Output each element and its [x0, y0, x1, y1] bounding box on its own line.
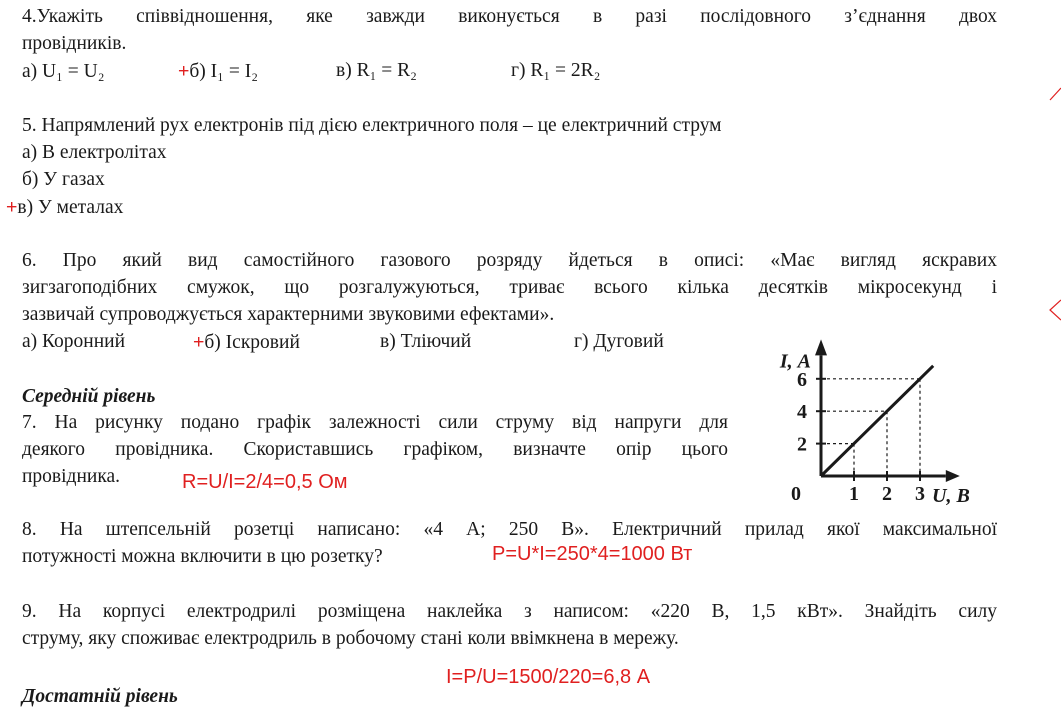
edge-mark-icon [1047, 292, 1061, 332]
q5-option-b: б) У газах [22, 169, 105, 190]
data-series-line [821, 366, 933, 476]
x-tick-label: 3 [915, 483, 925, 505]
q6-text-line-3: зазвичай супроводжується характерними звуковими ефектами». [22, 304, 555, 325]
q4-option-b: +б) I₁ = I₂ [178, 60, 259, 82]
q6-text-line-1: 6. Про який вид самостійного газового розряду йдеться в описі: «Має вигляд яскравих [22, 250, 997, 271]
x-axis-arrow-icon [946, 470, 960, 482]
correct-mark: + [6, 196, 18, 218]
q7-answer: R=U/I=2/4=0,5 Ом [182, 471, 348, 493]
y-axis-arrow-icon [815, 339, 827, 355]
q9-text-line-2: струму, яку споживає електродриль в робочому стані коли ввімкнена в мережу. [22, 628, 679, 649]
y-tick-label: 4 [797, 401, 807, 424]
section-heading-sufficient: Достатній рівень [22, 686, 178, 707]
correct-mark: + [178, 60, 190, 82]
y-tick-label: 2 [797, 433, 807, 456]
section-heading-middle: Середній рівень [22, 386, 156, 407]
edge-mark-icon [1047, 78, 1061, 118]
q6-option-c: в) Тліючий [380, 331, 472, 352]
x-axis-label: U, В [932, 485, 970, 507]
q5-text: 5. Напрямлений рух електронів під дією електричного поля – це електричний струм [22, 115, 722, 136]
q7-text-line-1: 7. На рисунку подано графік залежності сили струму від напруги для [22, 412, 728, 433]
q8-answer: P=U*I=250*4=1000 Вт [492, 543, 693, 565]
q6-option-d: г) Дуговий [574, 331, 664, 352]
q8-text-line-1: 8. На штепсельній розетці написано: «4 А; 250 В». Електричний прилад якої максимальної [22, 519, 997, 540]
current-voltage-graph [755, 330, 1015, 515]
q5-option-a: а) В електролітах [22, 142, 167, 163]
q6-text-line-2: зигзагоподібних смужок, що розгалужуються, триває всього кілька десятків мікросекунд і [22, 277, 997, 298]
q8-text-line-2: потужності можна включити в цю розетку? [22, 546, 383, 567]
q7-text-line-3: провідника. [22, 466, 121, 487]
q4-text-line-1: 4.Укажіть співвідношення, яке завжди виконується в разі послідовного з’єднання двох [22, 6, 997, 27]
q4-option-d: г) R₁ = 2R₂ [511, 60, 601, 81]
x-tick-label: 2 [882, 483, 892, 505]
origin-label: 0 [791, 483, 801, 505]
y-tick-label: 6 [797, 368, 807, 391]
q5-option-c: +в) У металах [6, 196, 124, 218]
q4-option-c: в) R₁ = R₂ [336, 60, 417, 81]
q9-answer: I=P/U=1500/220=6,8 А [446, 666, 651, 688]
q6-option-b: +б) Іскровий [193, 331, 300, 353]
q4-option-a: а) U₁ = U₂ [22, 61, 105, 82]
x-tick-label: 1 [849, 483, 859, 505]
q9-text-line-1: 9. На корпусі електродрилі розміщена наклейка з написом: «220 В, 1,5 кВт». Знайдіть силу [22, 601, 997, 622]
q4-text-line-2: провідників. [22, 33, 127, 54]
y-axis-label: I, А [779, 350, 811, 373]
correct-mark: + [193, 331, 205, 353]
q7-text-line-2: деякого провідника. Скориставшись графіком, визначте опір цього [22, 439, 728, 460]
q6-option-a: а) Коронний [22, 331, 126, 352]
